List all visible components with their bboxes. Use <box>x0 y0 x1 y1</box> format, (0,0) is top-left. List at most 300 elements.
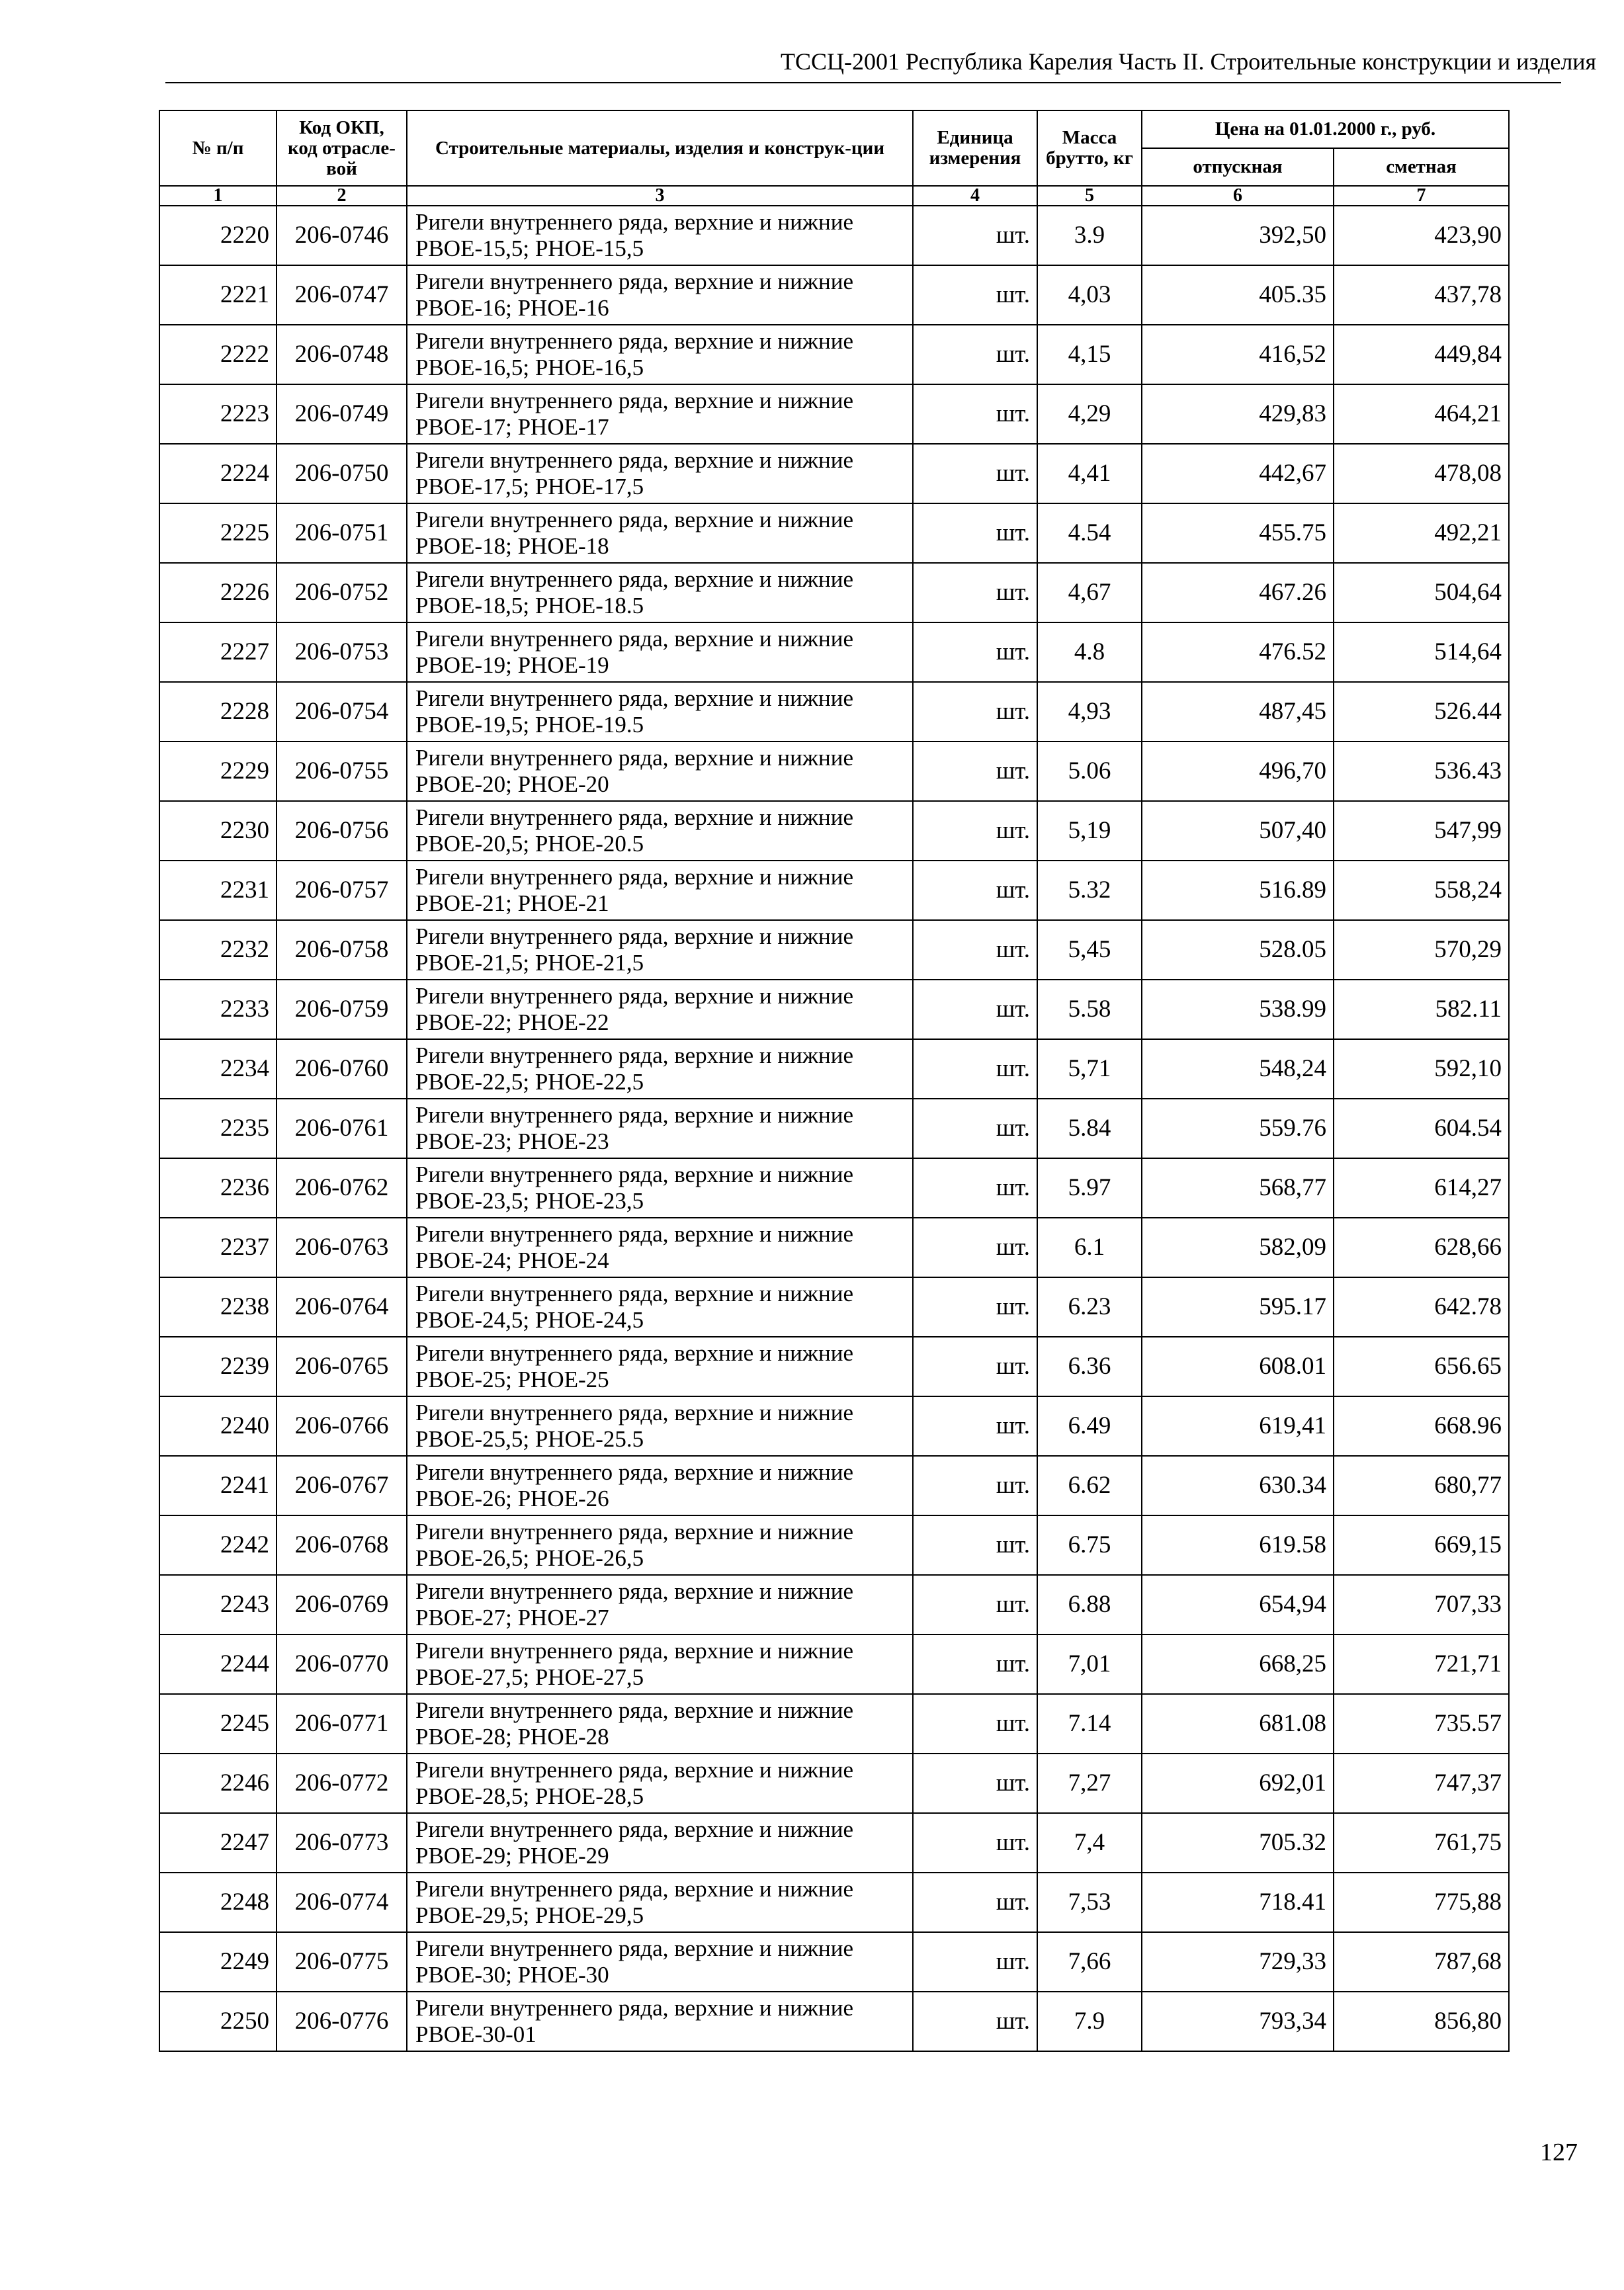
cell-no: 2243 <box>159 1575 277 1634</box>
cell-no: 2236 <box>159 1158 277 1218</box>
cell-code: 206-0756 <box>277 801 407 861</box>
cell-mass: 4.54 <box>1037 503 1142 563</box>
cell-price-estimate: 707,33 <box>1334 1575 1509 1634</box>
item-name-line2: РВОЕ-18,5; РНОЕ-18.5 <box>415 593 644 618</box>
item-name-line2: РВОЕ-28; РНОЕ-28 <box>415 1724 609 1750</box>
cell-code: 206-0758 <box>277 920 407 980</box>
item-name-line1: Ригели внутреннего ряда, верхние и нижние <box>415 1995 853 2021</box>
cell-price-estimate: 547,99 <box>1334 801 1509 861</box>
item-name-line1: Ригели внутреннего ряда, верхние и нижние <box>415 1519 853 1545</box>
cell-price-estimate: 656.65 <box>1334 1337 1509 1396</box>
cell-no: 2233 <box>159 980 277 1039</box>
table-row <box>159 801 1509 861</box>
cell-no: 2245 <box>159 1694 277 1754</box>
cell-unit: шт. <box>913 622 1037 682</box>
cell-name <box>407 801 913 861</box>
cell-no: 2220 <box>159 206 277 265</box>
table-row <box>159 325 1509 384</box>
item-name-line1: Ригели внутреннего ряда, верхние и нижние <box>415 983 853 1009</box>
cell-unit: шт. <box>913 265 1037 325</box>
col-number: 6 <box>1142 186 1334 206</box>
cell-mass: 4,41 <box>1037 444 1142 503</box>
cell-code: 206-0753 <box>277 622 407 682</box>
cell-name <box>407 1515 913 1575</box>
cell-code: 206-0763 <box>277 1218 407 1277</box>
col-number: 2 <box>277 186 407 206</box>
cell-mass: 6.75 <box>1037 1515 1142 1575</box>
cell-price-release: 630.34 <box>1142 1456 1334 1515</box>
cell-mass: 5.58 <box>1037 980 1142 1039</box>
cell-mass: 6.23 <box>1037 1277 1142 1337</box>
cell-code: 206-0750 <box>277 444 407 503</box>
cell-no: 2241 <box>159 1456 277 1515</box>
item-name-line1: Ригели внутреннего ряда, верхние и нижние <box>415 1459 853 1485</box>
cell-price-release: 668,25 <box>1142 1634 1334 1694</box>
cell-price-release: 568,77 <box>1142 1158 1334 1218</box>
col-number: 3 <box>407 186 913 206</box>
cell-name <box>407 622 913 682</box>
cell-price-release: 729,33 <box>1142 1932 1334 1992</box>
item-name-line2: РВОЕ-23,5; РНОЕ-23,5 <box>415 1188 644 1214</box>
table-row <box>159 861 1509 920</box>
cell-code: 206-0752 <box>277 563 407 622</box>
cell-name <box>407 1813 913 1873</box>
cell-mass: 4,03 <box>1037 265 1142 325</box>
cell-price-estimate: 747,37 <box>1334 1754 1509 1813</box>
item-name-line2: РВОЕ-21; РНОЕ-21 <box>415 890 609 916</box>
cell-price-estimate: 536.43 <box>1334 742 1509 801</box>
cell-price-estimate: 504,64 <box>1334 563 1509 622</box>
cell-price-estimate: 514,64 <box>1334 622 1509 682</box>
item-name-line2: РВОЕ-22,5; РНОЕ-22,5 <box>415 1069 644 1095</box>
table-row <box>159 1158 1509 1218</box>
cell-name <box>407 920 913 980</box>
item-name-line2: РВОЕ-26,5; РНОЕ-26,5 <box>415 1545 644 1571</box>
cell-unit: шт. <box>913 1932 1037 1992</box>
cell-code: 206-0765 <box>277 1337 407 1396</box>
cell-price-release: 793,34 <box>1142 1992 1334 2051</box>
col-number: 7 <box>1334 186 1509 206</box>
item-name-line2: РВОЕ-29; РНОЕ-29 <box>415 1843 609 1869</box>
item-name-line2: РВОЕ-19,5; РНОЕ-19.5 <box>415 712 644 738</box>
cell-price-release: 528.05 <box>1142 920 1334 980</box>
cell-mass: 6.1 <box>1037 1218 1142 1277</box>
table-row <box>159 1873 1509 1932</box>
cell-no: 2246 <box>159 1754 277 1813</box>
item-name-line2: РВОЕ-17,5; РНОЕ-17,5 <box>415 474 644 499</box>
table-row <box>159 742 1509 801</box>
cell-name <box>407 563 913 622</box>
item-name-line1: Ригели внутреннего ряда, верхние и нижние <box>415 1876 853 1902</box>
item-name-line1: Ригели внутреннего ряда, верхние и нижние <box>415 269 853 294</box>
cell-price-estimate: 721,71 <box>1334 1634 1509 1694</box>
cell-mass: 7.14 <box>1037 1694 1142 1754</box>
cell-price-release: 487,45 <box>1142 682 1334 742</box>
cell-code: 206-0760 <box>277 1039 407 1099</box>
cell-unit: шт. <box>913 861 1037 920</box>
header-rule <box>165 82 1561 83</box>
item-name-line2: РВОЕ-29,5; РНОЕ-29,5 <box>415 1902 644 1928</box>
cell-price-release: 442,67 <box>1142 444 1334 503</box>
item-name-line1: Ригели внутреннего ряда, верхние и нижние <box>415 447 853 473</box>
cell-no: 2240 <box>159 1396 277 1456</box>
cell-mass: 5.84 <box>1037 1099 1142 1158</box>
item-name-line1: Ригели внутреннего ряда, верхние и нижние <box>415 1757 853 1783</box>
cell-price-release: 619,41 <box>1142 1396 1334 1456</box>
cell-price-estimate: 437,78 <box>1334 265 1509 325</box>
cell-price-estimate: 787,68 <box>1334 1932 1509 1992</box>
cell-unit: шт. <box>913 1694 1037 1754</box>
cell-unit: шт. <box>913 1158 1037 1218</box>
cell-unit: шт. <box>913 206 1037 265</box>
col-number: 1 <box>159 186 277 206</box>
cell-price-release: 429,83 <box>1142 384 1334 444</box>
cell-unit: шт. <box>913 325 1037 384</box>
col-number: 5 <box>1037 186 1142 206</box>
cell-unit: шт. <box>913 980 1037 1039</box>
header-no: № п/п <box>159 110 277 186</box>
cell-unit: шт. <box>913 444 1037 503</box>
cell-unit: шт. <box>913 1634 1037 1694</box>
cell-name <box>407 265 913 325</box>
table-row <box>159 444 1509 503</box>
cell-price-estimate: 464,21 <box>1334 384 1509 444</box>
cell-name <box>407 1218 913 1277</box>
cell-price-release: 496,70 <box>1142 742 1334 801</box>
item-name-line2: РВОЕ-19; РНОЕ-19 <box>415 652 609 678</box>
cell-unit: шт. <box>913 1992 1037 2051</box>
item-name-line2: РВОЕ-22; РНОЕ-22 <box>415 1009 609 1035</box>
cell-price-estimate: 604.54 <box>1334 1099 1509 1158</box>
cell-unit: шт. <box>913 503 1037 563</box>
cell-price-estimate: 526.44 <box>1334 682 1509 742</box>
cell-name <box>407 444 913 503</box>
table-row <box>159 1039 1509 1099</box>
cell-name <box>407 384 913 444</box>
cell-unit: шт. <box>913 801 1037 861</box>
item-name-line2: РВОЕ-25; РНОЕ-25 <box>415 1367 609 1392</box>
cell-name <box>407 1873 913 1932</box>
cell-code: 206-0770 <box>277 1634 407 1694</box>
item-name-line1: Ригели внутреннего ряда, верхние и нижние <box>415 1400 853 1425</box>
cell-name <box>407 1575 913 1634</box>
item-name-line1: Ригели внутреннего ряда, верхние и нижние <box>415 864 853 890</box>
cell-unit: шт. <box>913 384 1037 444</box>
cell-code: 206-0751 <box>277 503 407 563</box>
table-row <box>159 1813 1509 1873</box>
table-row <box>159 503 1509 563</box>
cell-name <box>407 861 913 920</box>
header-code: Код ОКП, код отрасле-вой <box>277 110 407 186</box>
cell-unit: шт. <box>913 563 1037 622</box>
cell-unit: шт. <box>913 1099 1037 1158</box>
cell-price-release: 392,50 <box>1142 206 1334 265</box>
item-name-line2: РВОЕ-27,5; РНОЕ-27,5 <box>415 1664 644 1690</box>
cell-no: 2239 <box>159 1337 277 1396</box>
table-row <box>159 1932 1509 1992</box>
cell-unit: шт. <box>913 1218 1037 1277</box>
cell-mass: 4.8 <box>1037 622 1142 682</box>
item-name-line2: РВОЕ-24,5; РНОЕ-24,5 <box>415 1307 644 1333</box>
table-row <box>159 920 1509 980</box>
cell-price-release: 718.41 <box>1142 1873 1334 1932</box>
item-name-line2: РВОЕ-26; РНОЕ-26 <box>415 1486 609 1511</box>
item-name-line2: РВОЕ-15,5; РНОЕ-15,5 <box>415 235 644 261</box>
header-mass: Масса брутто, кг <box>1037 110 1142 186</box>
cell-mass: 5,45 <box>1037 920 1142 980</box>
table-row <box>159 384 1509 444</box>
item-name-line2: РВОЕ-25,5; РНОЕ-25.5 <box>415 1426 644 1452</box>
item-name-line2: РВОЕ-27; РНОЕ-27 <box>415 1605 609 1631</box>
cell-no: 2237 <box>159 1218 277 1277</box>
cell-mass: 6.36 <box>1037 1337 1142 1396</box>
cell-price-estimate: 492,21 <box>1334 503 1509 563</box>
item-name-line2: РВОЕ-30-01 <box>415 2021 536 2047</box>
cell-mass: 7,27 <box>1037 1754 1142 1813</box>
cell-price-estimate: 680,77 <box>1334 1456 1509 1515</box>
table-row <box>159 206 1509 265</box>
cell-name <box>407 1456 913 1515</box>
price-table <box>159 110 1510 2052</box>
item-name-line1: Ригели внутреннего ряда, верхние и нижние <box>415 804 853 830</box>
cell-name <box>407 742 913 801</box>
cell-price-estimate: 592,10 <box>1334 1039 1509 1099</box>
cell-name <box>407 1158 913 1218</box>
header-unit: Единица измерения <box>913 110 1037 186</box>
cell-no: 2229 <box>159 742 277 801</box>
page-number: 127 <box>1540 2139 1578 2166</box>
table-row <box>159 1694 1509 1754</box>
item-name-line1: Ригели внутреннего ряда, верхние и нижние <box>415 1162 853 1187</box>
cell-price-release: 467.26 <box>1142 563 1334 622</box>
cell-mass: 4,67 <box>1037 563 1142 622</box>
cell-unit: шт. <box>913 1873 1037 1932</box>
cell-price-estimate: 570,29 <box>1334 920 1509 980</box>
cell-price-release: 416,52 <box>1142 325 1334 384</box>
item-name-line2: РВОЕ-17; РНОЕ-17 <box>415 414 609 440</box>
item-name-line2: РВОЕ-28,5; РНОЕ-28,5 <box>415 1783 644 1809</box>
cell-price-release: 608.01 <box>1142 1337 1334 1396</box>
cell-price-estimate: 449,84 <box>1334 325 1509 384</box>
cell-name <box>407 1337 913 1396</box>
item-name-line1: Ригели внутреннего ряда, верхние и нижние <box>415 209 853 235</box>
cell-name <box>407 682 913 742</box>
item-name-line1: Ригели внутреннего ряда, верхние и нижние <box>415 923 853 949</box>
cell-price-estimate: 628,66 <box>1334 1218 1509 1277</box>
cell-no: 2247 <box>159 1813 277 1873</box>
cell-no: 2232 <box>159 920 277 980</box>
cell-code: 206-0773 <box>277 1813 407 1873</box>
cell-price-release: 681.08 <box>1142 1694 1334 1754</box>
cell-unit: шт. <box>913 1575 1037 1634</box>
cell-no: 2250 <box>159 1992 277 2051</box>
cell-code: 206-0772 <box>277 1754 407 1813</box>
cell-price-release: 582,09 <box>1142 1218 1334 1277</box>
item-name-line2: РВОЕ-20; РНОЕ-20 <box>415 771 609 797</box>
header-price-group: Цена на 01.01.2000 г., руб. <box>1142 110 1509 148</box>
table-row <box>159 1515 1509 1575</box>
cell-price-estimate: 668.96 <box>1334 1396 1509 1456</box>
item-name-line2: РВОЕ-30; РНОЕ-30 <box>415 1962 609 1988</box>
cell-code: 206-0747 <box>277 265 407 325</box>
cell-no: 2224 <box>159 444 277 503</box>
cell-no: 2231 <box>159 861 277 920</box>
cell-mass: 7,4 <box>1037 1813 1142 1873</box>
item-name-line1: Ригели внутреннего ряда, верхние и нижние <box>415 1281 853 1306</box>
table-row <box>159 265 1509 325</box>
cell-name <box>407 1099 913 1158</box>
item-name-line1: Ригели внутреннего ряда, верхние и нижние <box>415 1102 853 1128</box>
item-name-line1: Ригели внутреннего ряда, верхние и нижние <box>415 1578 853 1604</box>
cell-mass: 6.62 <box>1037 1456 1142 1515</box>
table-row <box>159 1099 1509 1158</box>
cell-code: 206-0764 <box>277 1277 407 1337</box>
cell-name <box>407 1396 913 1456</box>
cell-unit: шт. <box>913 920 1037 980</box>
cell-code: 206-0768 <box>277 1515 407 1575</box>
cell-mass: 5.97 <box>1037 1158 1142 1218</box>
item-name-line2: РВОЕ-21,5; РНОЕ-21,5 <box>415 950 644 976</box>
cell-code: 206-0759 <box>277 980 407 1039</box>
cell-mass: 6.88 <box>1037 1575 1142 1634</box>
item-name-line2: РВОЕ-18; РНОЕ-18 <box>415 533 609 559</box>
table-row <box>159 1456 1509 1515</box>
cell-no: 2234 <box>159 1039 277 1099</box>
item-name-line2: РВОЕ-24; РНОЕ-24 <box>415 1248 609 1273</box>
cell-name <box>407 1277 913 1337</box>
cell-name <box>407 1754 913 1813</box>
table-row <box>159 563 1509 622</box>
cell-mass: 4,15 <box>1037 325 1142 384</box>
cell-price-estimate: 735.57 <box>1334 1694 1509 1754</box>
table-row <box>159 1218 1509 1277</box>
cell-price-estimate: 423,90 <box>1334 206 1509 265</box>
cell-code: 206-0749 <box>277 384 407 444</box>
cell-unit: шт. <box>913 1396 1037 1456</box>
cell-price-release: 692,01 <box>1142 1754 1334 1813</box>
cell-mass: 4,93 <box>1037 682 1142 742</box>
cell-no: 2223 <box>159 384 277 444</box>
cell-no: 2249 <box>159 1932 277 1992</box>
table-row <box>159 1396 1509 1456</box>
table-row <box>159 1337 1509 1396</box>
item-name-line2: РВОЕ-20,5; РНОЕ-20.5 <box>415 831 644 857</box>
cell-no: 2228 <box>159 682 277 742</box>
cell-no: 2221 <box>159 265 277 325</box>
cell-unit: шт. <box>913 1039 1037 1099</box>
cell-unit: шт. <box>913 1277 1037 1337</box>
cell-no: 2242 <box>159 1515 277 1575</box>
cell-code: 206-0774 <box>277 1873 407 1932</box>
cell-code: 206-0766 <box>277 1396 407 1456</box>
cell-price-release: 705.32 <box>1142 1813 1334 1873</box>
item-name-line2: РВОЕ-23; РНОЕ-23 <box>415 1128 609 1154</box>
item-name-line1: Ригели внутреннего ряда, верхние и нижние <box>415 1042 853 1068</box>
table-row <box>159 1754 1509 1813</box>
item-name-line1: Ригели внутреннего ряда, верхние и нижние <box>415 626 853 652</box>
cell-price-release: 405.35 <box>1142 265 1334 325</box>
item-name-line1: Ригели внутреннего ряда, верхние и нижние <box>415 388 853 413</box>
header-price-estimate: сметная <box>1334 148 1509 186</box>
table-row <box>159 682 1509 742</box>
cell-no: 2222 <box>159 325 277 384</box>
header-name: Строительные материалы, изделия и конструк-ции <box>407 110 913 186</box>
cell-mass: 7,53 <box>1037 1873 1142 1932</box>
item-name-line1: Ригели внутреннего ряда, верхние и нижние <box>415 1221 853 1247</box>
cell-no: 2235 <box>159 1099 277 1158</box>
cell-price-release: 548,24 <box>1142 1039 1334 1099</box>
cell-code: 206-0757 <box>277 861 407 920</box>
cell-unit: шт. <box>913 1813 1037 1873</box>
cell-code: 206-0762 <box>277 1158 407 1218</box>
item-name-line1: Ригели внутреннего ряда, верхние и нижние <box>415 1697 853 1723</box>
cell-unit: шт. <box>913 682 1037 742</box>
cell-price-release: 507,40 <box>1142 801 1334 861</box>
item-name-line1: Ригели внутреннего ряда, верхние и нижние <box>415 328 853 354</box>
cell-price-estimate: 582.11 <box>1334 980 1509 1039</box>
cell-price-release: 559.76 <box>1142 1099 1334 1158</box>
cell-code: 206-0746 <box>277 206 407 265</box>
cell-code: 206-0755 <box>277 742 407 801</box>
table-row <box>159 1277 1509 1337</box>
table-row <box>159 1992 1509 2051</box>
cell-mass: 4,29 <box>1037 384 1142 444</box>
cell-no: 2227 <box>159 622 277 682</box>
cell-code: 206-0754 <box>277 682 407 742</box>
table-body <box>159 206 1509 2051</box>
cell-name <box>407 1634 913 1694</box>
running-title: ТССЦ-2001 Республика Карелия Часть II. Строительные конструкции и изделия <box>781 48 1597 75</box>
cell-unit: шт. <box>913 1754 1037 1813</box>
cell-code: 206-0776 <box>277 1992 407 2051</box>
cell-price-estimate: 642.78 <box>1334 1277 1509 1337</box>
cell-code: 206-0761 <box>277 1099 407 1158</box>
cell-price-release: 595.17 <box>1142 1277 1334 1337</box>
cell-no: 2230 <box>159 801 277 861</box>
cell-code: 206-0775 <box>277 1932 407 1992</box>
cell-unit: шт. <box>913 742 1037 801</box>
item-name-line1: Ригели внутреннего ряда, верхние и нижние <box>415 1340 853 1366</box>
cell-mass: 5,71 <box>1037 1039 1142 1099</box>
cell-unit: шт. <box>913 1515 1037 1575</box>
table-row <box>159 1575 1509 1634</box>
cell-no: 2225 <box>159 503 277 563</box>
header-price-release: отпускная <box>1142 148 1334 186</box>
table-row <box>159 1634 1509 1694</box>
cell-mass: 7,01 <box>1037 1634 1142 1694</box>
cell-price-release: 538.99 <box>1142 980 1334 1039</box>
cell-unit: шт. <box>913 1456 1037 1515</box>
col-number: 4 <box>913 186 1037 206</box>
cell-name <box>407 1932 913 1992</box>
cell-name <box>407 503 913 563</box>
item-name-line1: Ригели внутреннего ряда, верхние и нижние <box>415 1935 853 1961</box>
cell-mass: 3.9 <box>1037 206 1142 265</box>
item-name-line1: Ригели внутреннего ряда, верхние и нижние <box>415 745 853 771</box>
cell-mass: 5,19 <box>1037 801 1142 861</box>
cell-price-estimate: 558,24 <box>1334 861 1509 920</box>
cell-price-release: 476.52 <box>1142 622 1334 682</box>
cell-price-release: 654,94 <box>1142 1575 1334 1634</box>
cell-unit: шт. <box>913 1337 1037 1396</box>
cell-mass: 6.49 <box>1037 1396 1142 1456</box>
cell-price-estimate: 669,15 <box>1334 1515 1509 1575</box>
cell-price-estimate: 478,08 <box>1334 444 1509 503</box>
cell-code: 206-0748 <box>277 325 407 384</box>
item-name-line1: Ригели внутреннего ряда, верхние и нижние <box>415 1638 853 1664</box>
cell-price-release: 455.75 <box>1142 503 1334 563</box>
cell-price-release: 516.89 <box>1142 861 1334 920</box>
